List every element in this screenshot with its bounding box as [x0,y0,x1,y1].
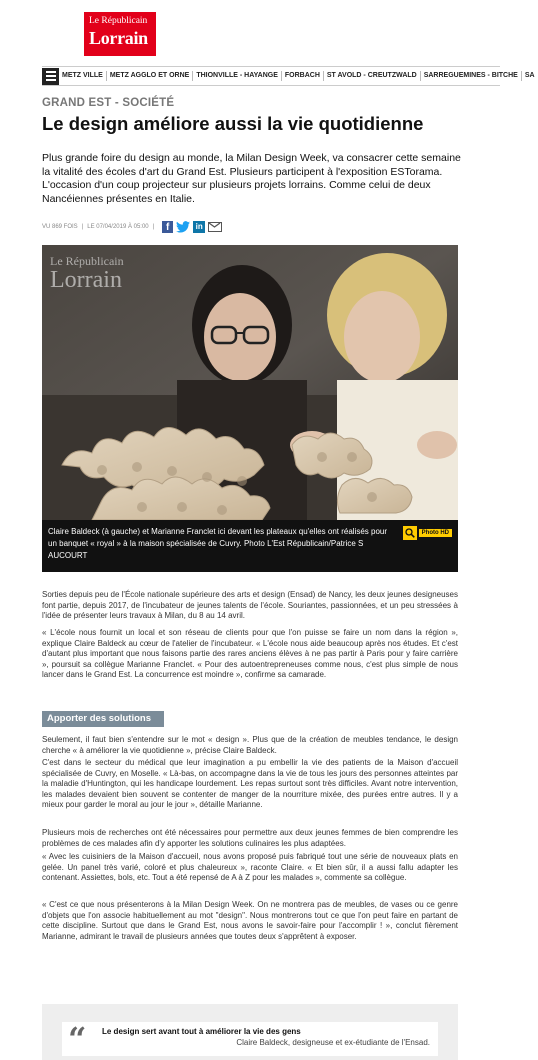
nav-item-sarreguemines[interactable]: SARREGUEMINES - BITCHE [421,71,522,81]
twitter-icon[interactable] [176,221,190,233]
article-lead: Plus grande foire du design au monde, la Milan Design Week, va consacrer cette semaine la vitalité des écoles d'art du Grand Est. Plusieurs participent à l'exposition ESTorama. L'occasion d'un coup projecteur sur plusieurs projets lorrains. Comme celui de deux Nancéiennes présentes en Italie. [42,152,461,205]
paragraph-6: « Avec les cuisiniers de la Maison d'accueil, nous avons proposé puis fabriqué tout une série de nouveaux plats en gelée. Un panel très varié, coloré et plus chaleureux », raconte Claire. « Et bien sûr, il a aussi fallu adapter les contenant. Assiettes, bols, etc. Tout a été repensé de A à Z pour les malades », commente sa collègue. [42,852,458,882]
nav-item-metz-agglo[interactable]: METZ AGGLO ET ORNE [107,71,193,81]
photo-hd-button[interactable] [403,526,452,540]
pull-quote [62,1022,438,1056]
nav-item-sa[interactable]: SA [524,72,535,79]
facebook-icon[interactable]: f [162,221,173,233]
subheading: Apporter des solutions [42,711,164,727]
pull-quote-box [42,1004,458,1060]
photo-watermark-line-2: Lorrain [50,267,122,293]
logo-line-1: Le Républicain [89,16,148,26]
paragraph-5: Plusieurs mois de recherches ont été nécessaires pour permettre aux deux jeunes femmes de bien comprendre les problèmes de ces malades afin d'y apporter les solutions culinaires les plus adaptées. [42,828,458,848]
paragraph-4: C'est dans le secteur du médical que leur imagination a pu embellir la vie des patients de la Maison d'accueil spécialisée de Cuvry, en Moselle. « Là-bas, on accompagne dans la vie de tous les jours des personnes atteintes par la maladie d'Huntington, qui les handicape lourdement. Les repas surtout sont très difficiles. Avant notre intervention, les malades devaient bien souvent se contenter de manger de la nourriture mixée, des purées entre autres. Il y a mieux pour garder le moral au jour le jour », détaille Marianne. [42,758,458,809]
nav-item-thionville[interactable]: THIONVILLE - HAYANGE [193,71,282,81]
photo-caption [42,520,458,572]
logo-line-2: Lorrain [89,28,148,48]
linkedin-icon[interactable]: in [193,221,205,233]
photo-watermark-line-1: Le Républicain [50,254,124,268]
article-title: Le design améliore aussi la vie quotidienne [42,113,424,134]
paragraph-7: « C'est ce que nous présenterons à la Milan Design Week. On ne montrera pas de meubles, de vases ou ce genre d'objets que l'on associe habituellement au mot "design". Nous montrerons tout ce que l'on peut faire en partant de cette discipline. Surtout que dans le Grand Est, nous avons le savoir-faire pour l'accomplir ! », conclut fièrement Marianne, admirant le travail de plusieurs années que toutes deux s'apprêtent à exposer. [42,900,458,941]
paragraph-1: Sorties depuis peu de l'École nationale supérieure des arts et design (Ensad) de Nancy, les deux jeunes designeuses font partie, depuis 2017, de l'incubateur de jeunes talents de l'école. Souriantes, passionnées, et un peu stressées à l'idée de présenter leurs travaux à Milan, du 8 au 14 avril. [42,590,458,620]
article-meta: VU 869 FOIS | LE 07/04/2019 À 05:00 | f in [42,220,222,234]
article-section[interactable]: GRAND EST - SOCIÉTÉ [42,97,175,109]
main-nav [42,66,535,86]
nav-item-metz-ville[interactable]: METZ VILLE [59,71,107,81]
menu-icon[interactable] [42,68,59,85]
paragraph-3: Seulement, il faut bien s'entendre sur le mot « design ». Plus que de la création de meubles tendance, le design cherche « à améliorer la vie quotidienne », précise Claire Baldeck. [42,735,458,755]
nav-item-st-avold[interactable]: ST AVOLD - CREUTZWALD [324,71,421,81]
zoom-icon[interactable] [403,526,417,540]
quote-icon: “ [68,1020,87,1058]
article-photo[interactable] [42,245,458,520]
caption-text: Claire Baldeck (à gauche) et Marianne Franclet ici devant les plateaux qu'elles ont réalisés pour un banquet « royal » à la maison spécialisée de Cuvry. Photo L'Est Républicain/Patrice S AUCOURT [48,527,388,560]
photo-hd-label: Photo HD [419,529,452,538]
publish-date: LE 07/04/2019 À 05:00 [87,224,149,230]
quote-text: Le design sert avant tout à améliorer la vie des gens [102,1027,301,1036]
paragraph-2: « L'école nous fournit un local et son réseau de clients pour que l'on puisse se faire un nom dans la région », explique Claire Baldeck au cœur de l'atelier de l'incubateur. « L'école nous aide beaucoup après nos études. Et c'est d'autant plus important que nous faisons partie des rares anciens élèves à ne pas partir à Paris pour y faire carrière », poursuit sa collègue Marianne Franclet. « Pour des autoentrepreneuses comme nous, c'est plus simple de nous lancer dans le Grand Est. La concurrence est moindre », confirme sa camarade. [42,628,458,679]
quote-author: Claire Baldeck, designeuse et ex-étudiante de l'Ensad. [236,1038,430,1047]
mail-icon[interactable] [208,222,222,232]
view-count: VU 869 FOIS [42,224,78,230]
site-logo[interactable] [84,12,156,56]
nav-item-forbach[interactable]: FORBACH [282,71,324,81]
share-buttons [162,221,222,233]
